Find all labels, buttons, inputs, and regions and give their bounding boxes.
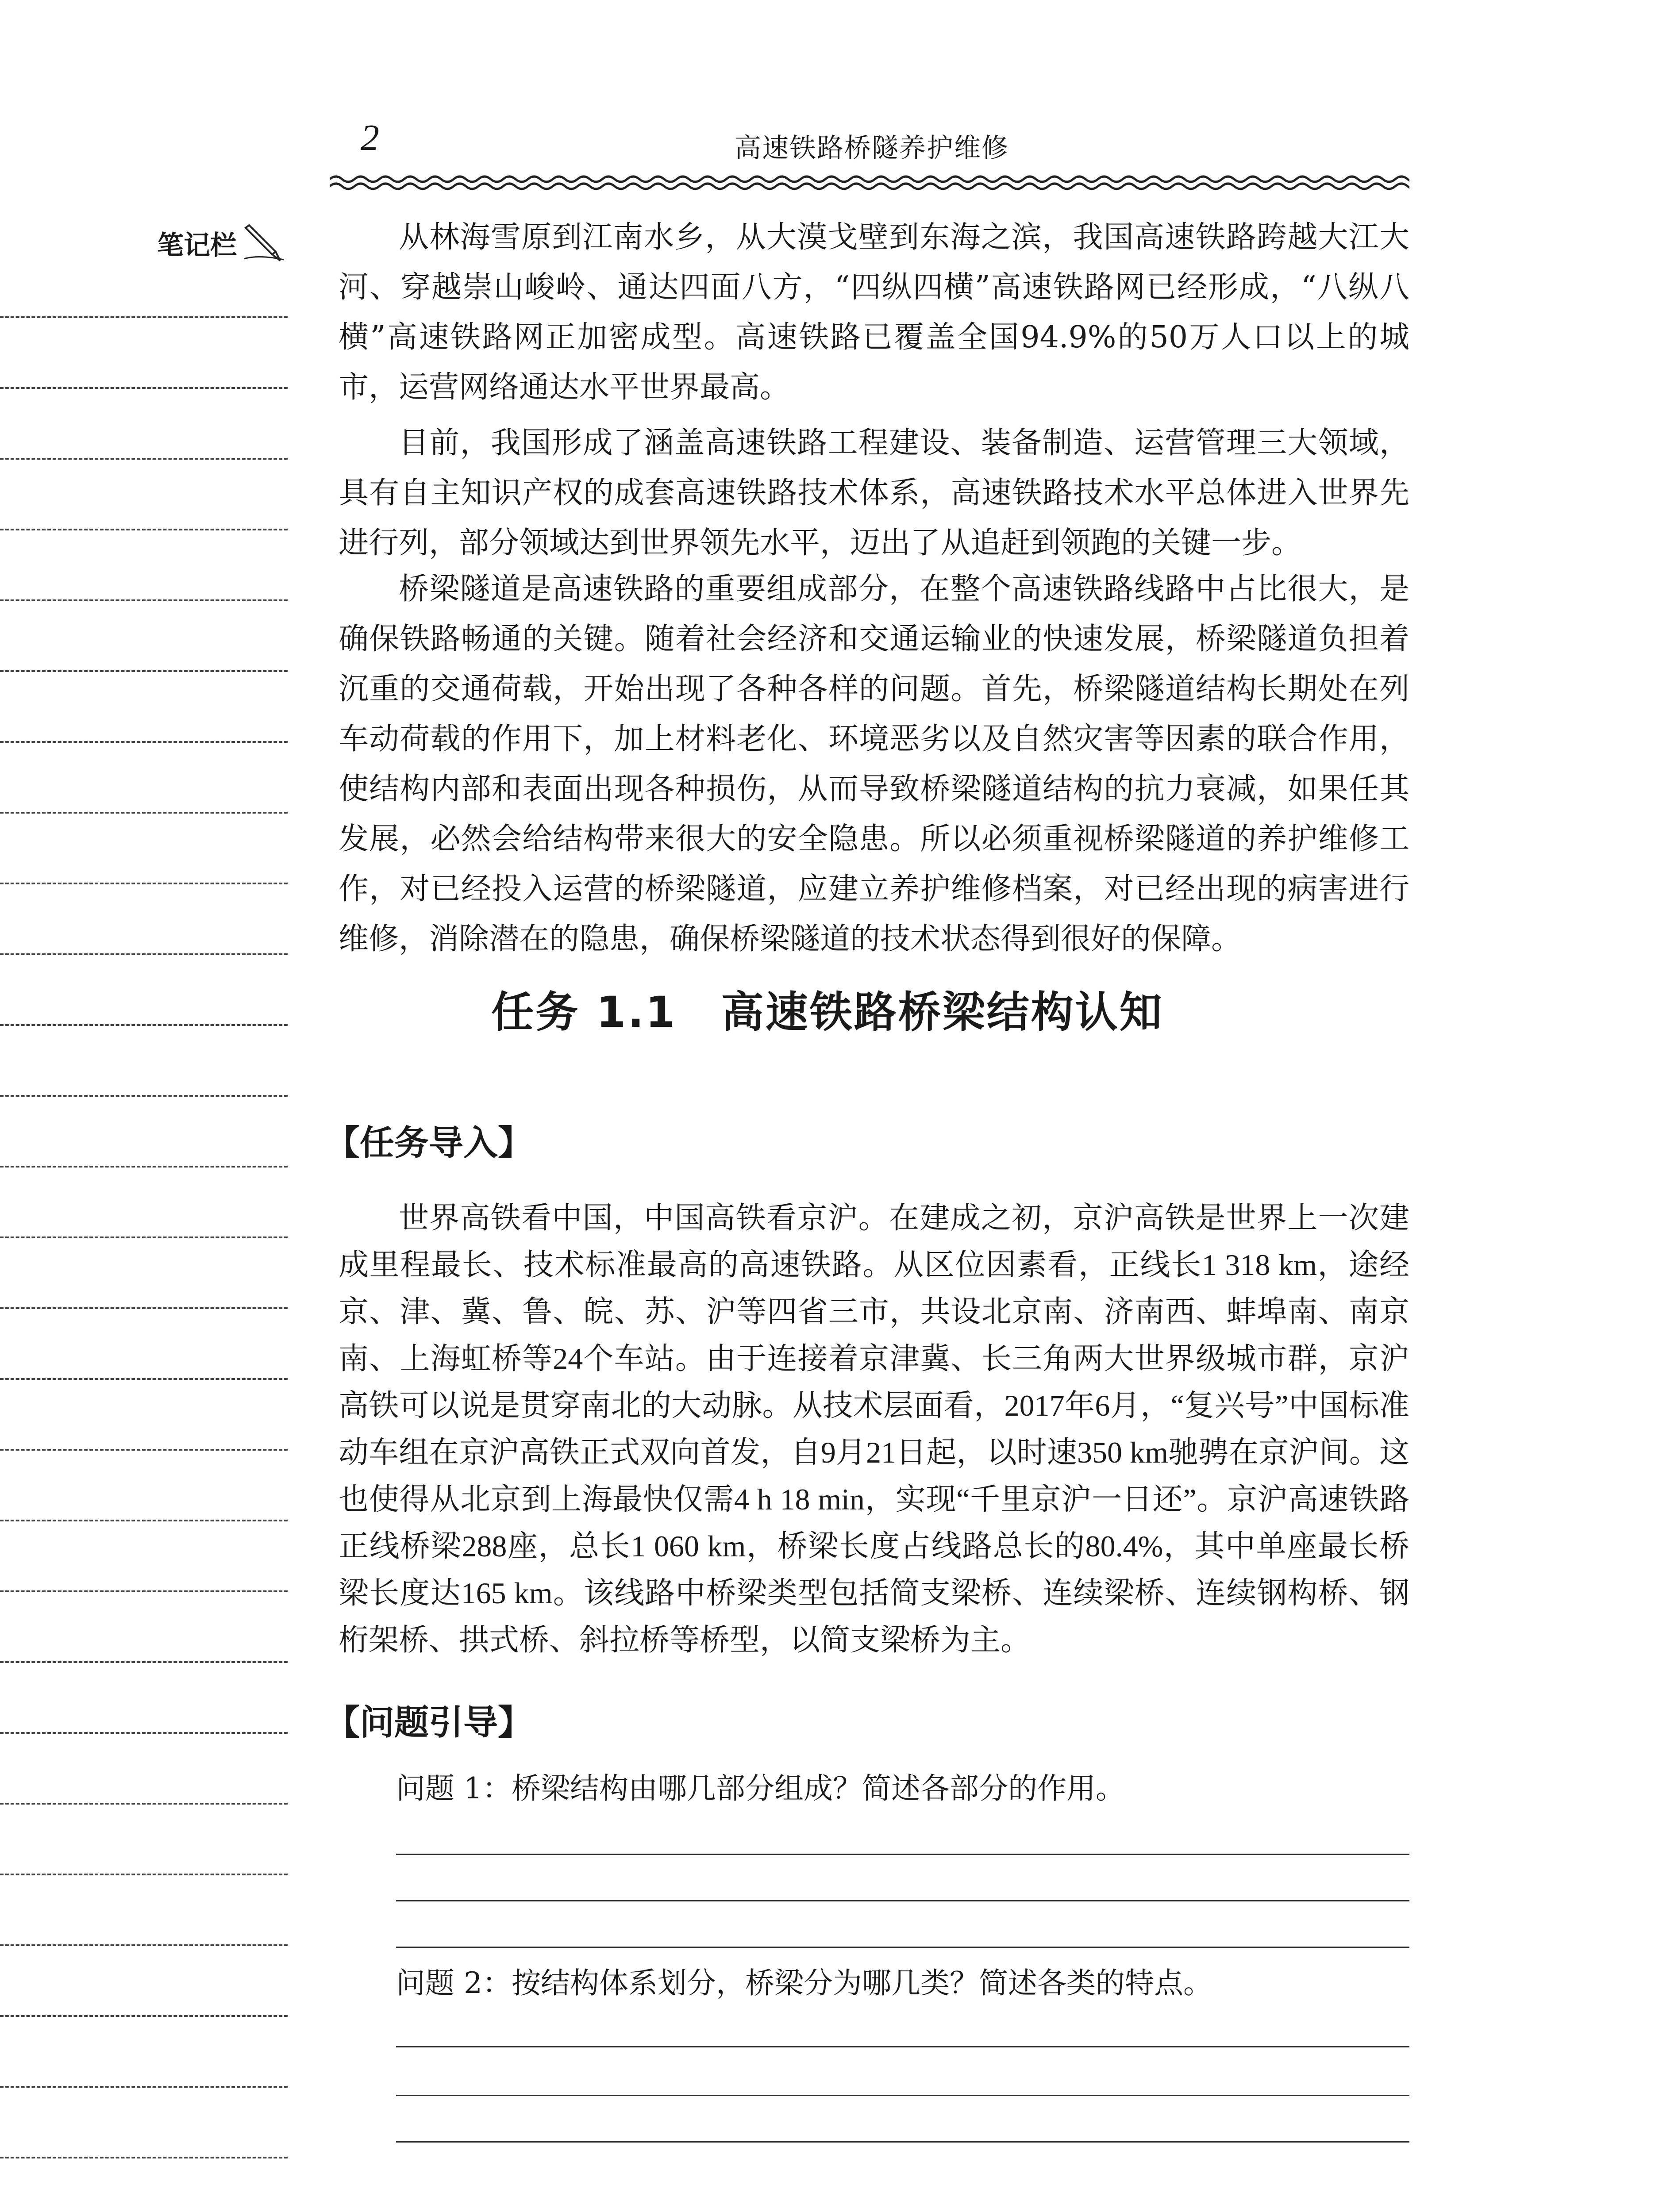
note-line [0,1732,288,1734]
task-title: 任务 1.1 高速铁路桥梁结构认知 [491,987,1164,1037]
answer-line[interactable] [396,2095,1409,2096]
note-line [0,1590,288,1592]
note-line [0,953,288,955]
notes-label: 笔记栏 [157,230,237,261]
note-line [0,599,288,601]
note-line [0,1520,288,1521]
running-title: 高速铁路桥隧养护维修 [735,133,1009,164]
intro-paragraph: 目前，我国形成了涵盖高速铁路工程建设、装备制造、运营管理三大领域，具有自主知识产权的成套高速铁路技术体系，高速铁路技术水平总体进入世界先进行列，部分领域达到世界领先水平，迈出了从追赶到领跑的关键一步。 [339,426,1409,561]
answer-line[interactable] [396,2141,1409,2143]
question-2: 问题 2：按结构体系划分，桥梁分为哪几类？简述各类的特点。 [396,1966,1212,2000]
note-line [0,1095,288,1097]
note-line [0,458,288,460]
note-line [0,1449,288,1451]
note-line [0,2015,288,2017]
answer-line[interactable] [396,1900,1409,1901]
intro-paragraph: 桥梁隧道是高速铁路的重要组成部分，在整个高速铁路线路中占比很大，是确保铁路畅通的关键。随着社会经济和交通运输业的快速发展，桥梁隧道负担着沉重的交通荷载，开始出现了各种各样的问题。首先，桥梁隧道结构长期处在列车动荷载的作用下，加上材料老化、环境恶劣以及自然灾害等因素的联合作用，使结构内部和表面出现各种损伤，从而导致桥梁隧道结构的抗力衰减，如果任其发展，必然会给结构带来很大的安全隐患。所以必须重视桥梁隧道的养护维修工作，对已经投入运营的桥梁隧道，应建立养护维修档案，对已经出现的病害进行维修，消除潜在的隐患，确保桥梁隧道的技术状态得到很好的保障。 [339,572,1409,956]
note-line [0,1166,288,1167]
note-line [0,1944,288,1946]
note-line [0,1378,288,1380]
page-number: 2 [361,117,379,158]
note-line [0,2157,288,2158]
note-line [0,529,288,530]
answer-line[interactable] [396,1947,1409,1948]
task-intro-paragraph: 世界高铁看中国，中国高铁看京沪。在建成之初，京沪高铁是世界上一次建成里程最长、技术标准最高的高速铁路。从区位因素看，正线长1 318 km，途经京、津、冀、鲁、皖、苏、沪等四省三市，共设北京南、济南西、蚌埠南、南京南、上海虹桥等24个车站。由于连接着京津冀、长三角两大世界级城市群，京沪高铁可以说是贯穿南北的大动脉。从技术层面看，2017年6月，“复兴号”中国标准动车组在京沪高铁正式双向首发，自9月21日起，以时速350 km驰骋在京沪间。这也使得从北京到上海最快仅需4 h 18 min，实现“千里京沪一日还”。京沪高速铁路正线桥梁288座，总长1 060 km，桥梁长度占线路总长的80.4%，其中单座最长桥梁长度达165 km。该线路中桥梁类型包括简支梁桥、连续梁桥、连续钢构桥、钢桁架桥、拱式桥、斜拉桥等桥型，以简支梁桥为主。 [339,1201,1409,1657]
question-1: 问题 1：桥梁结构由哪几部分组成？简述各部分的作用。 [396,1771,1125,1805]
pencil-icon [241,223,285,263]
note-line [0,1803,288,1805]
note-line [0,812,288,814]
note-line [0,316,288,318]
task-intro-heading: 【任务导入】 [325,1123,533,1163]
note-line [0,1661,288,1663]
note-line [0,670,288,672]
note-line [0,883,288,884]
answer-line[interactable] [396,2046,1409,2047]
questions-heading: 【问题引导】 [325,1703,533,1743]
note-line [0,741,288,743]
note-line [0,387,288,389]
note-line [0,1874,288,1875]
note-line [0,1307,288,1309]
intro-paragraph: 从林海雪原到江南水乡，从大漠戈壁到东海之滨，我国高速铁路跨越大江大河、穿越崇山峻岭、通达四面八方，“四纵四横”高速铁路网已经形成，“八纵八横”高速铁路网正加密成型。高速铁路已覆盖全国94.9%的50万人口以上的城市，运营网络通达水平世界最高。 [339,220,1409,405]
note-line [0,1237,288,1238]
note-line [0,2086,288,2088]
answer-line[interactable] [396,1854,1409,1855]
header-wave-divider [330,170,1409,197]
